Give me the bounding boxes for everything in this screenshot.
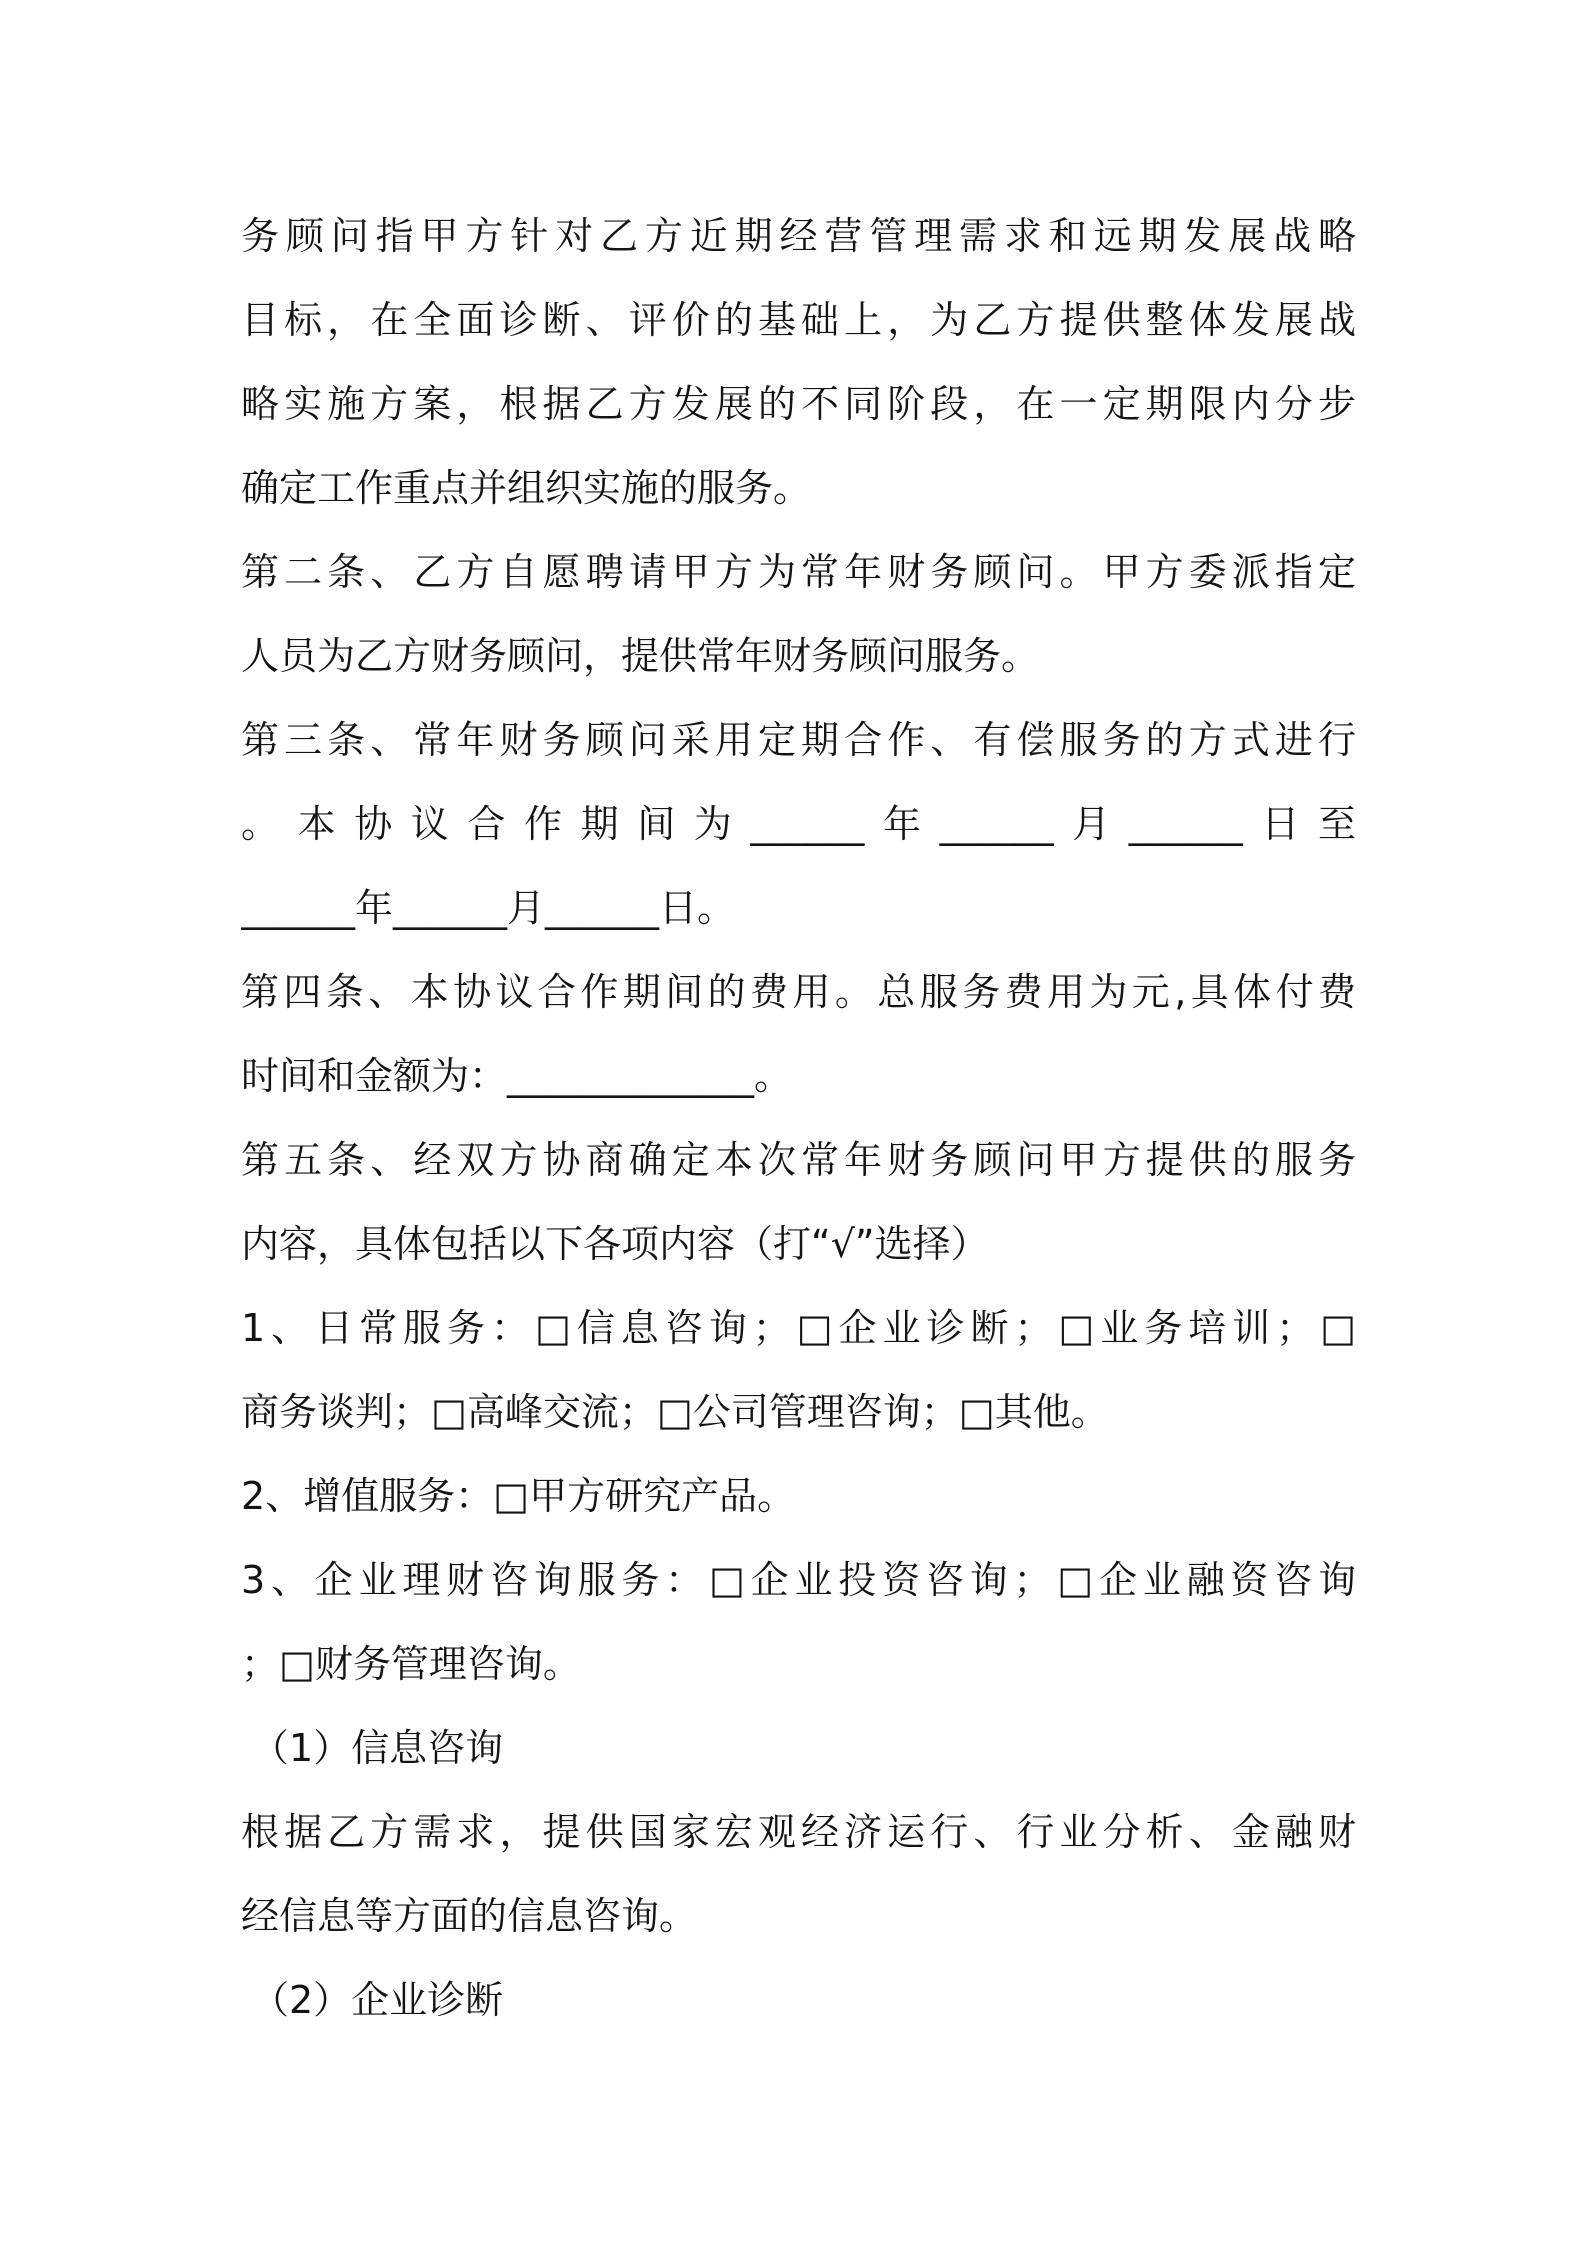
service-item-line: 2、增值服务：□甲方研究产品。 — [241, 1474, 796, 1518]
section-heading: （2）企业诊断 — [251, 1978, 504, 2022]
paragraph-line: 确定工作重点并组织实施的服务。 — [241, 466, 812, 510]
service-item-line: 1、日常服务：□信息咨询；□企业诊断；□业务培训；□ — [241, 1306, 1356, 1350]
article-4-line: 时间和金额为：_____________。 — [241, 1054, 793, 1098]
article-3-line: ______年______月______日。 — [241, 886, 736, 930]
section-text-line: 根据乙方需求，提供国家宏观经济运行、行业分析、金融财 — [241, 1810, 1356, 1854]
article-3-line: 。本协议合作期间为______年______月______日至 — [241, 802, 1356, 846]
article-3-line: 第三条、常年财务顾问采用定期合作、有偿服务的方式进行 — [241, 718, 1356, 762]
article-5-line: 内容，具体包括以下各项内容（打“√”选择） — [241, 1222, 989, 1266]
document-body — [241, 194, 1356, 2042]
paragraph-line: 目标，在全面诊断、评价的基础上，为乙方提供整体发展战 — [241, 298, 1356, 342]
service-item-line: 3、企业理财咨询服务：□企业投资咨询；□企业融资咨询 — [241, 1558, 1356, 1602]
article-2-line: 人员为乙方财务顾问，提供常年财务顾问服务。 — [241, 634, 1040, 678]
service-item-line: 商务谈判；□高峰交流；□公司管理咨询；□其他。 — [241, 1390, 1109, 1434]
section-text-line: 经信息等方面的信息咨询。 — [241, 1894, 698, 1938]
section-heading: （1）信息咨询 — [251, 1726, 504, 1770]
article-2-line: 第二条、乙方自愿聘请甲方为常年财务顾问。甲方委派指定 — [241, 550, 1356, 594]
service-item-line: ；□财务管理咨询。 — [241, 1642, 581, 1686]
paragraph-line: 务顾问指甲方针对乙方近期经营管理需求和远期发展战略 — [241, 214, 1356, 258]
paragraph-line: 略实施方案，根据乙方发展的不同阶段，在一定期限内分步 — [241, 382, 1356, 426]
article-5-line: 第五条、经双方协商确定本次常年财务顾问甲方提供的服务 — [241, 1138, 1356, 1182]
article-4-line: 第四条、本协议合作期间的费用。总服务费用为元,具体付费 — [241, 970, 1356, 1014]
